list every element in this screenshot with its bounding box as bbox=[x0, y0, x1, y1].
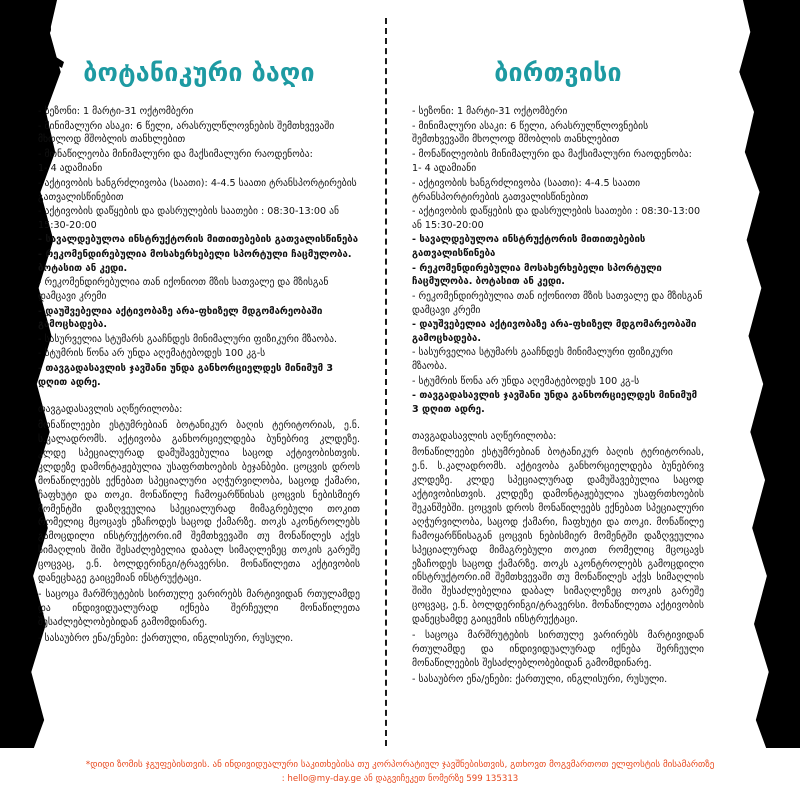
description-text: მონაწილეები ესტუმრებიან ბოტანიკურ ბაღის ტერიტორიას, ე.ნ. ს.კალადრომს. აქტივობა განხორციელდება ბუნებრივ კლდეზე. კლდე სპეციალურად დამუშავებულია საცოდ აქტივობისთვის. კლდეზე დამონტაჟებულია უსაფრთხოების ბეჯანბები. ცოცვის დროს მონაწილეებს ექნებათ სპეციალური აღჭურვილობა, საცოდ ქამარი, ჩაფხუტი და თოკი. მონაწილე ჩამოყარწნისას ცოცვის ნებისმიერ მომენტში დაზღვეულია სპეციალურად მიმაგრებული თოკით რომელიც მცოცავს ეზაჩოდეს საცოდ ქამარზე. თოკს აკონტროლებს გამოცდილი ინსტრუქტორი.იმ შემთხვევაში თუ მონაწილეს აქვს სიმაღლის შიში შესაძლებელია დაბალ სიმაღლეზეც თოკის გარეშე ცოცვაც, ე.ნ. ბოლდერინგი/ტრავერსი. მონაწილეთა აქტივობის დანეცხაგე გაიცემიან ინსტრუქტაცი. bbox=[38, 420, 360, 585]
list-item: 1- 4 ადამიანი bbox=[412, 163, 477, 175]
list-item: - თავგადასავლის ჯავშანი უნდა განხორციელდეს მინიმუმ 3 დღით ადრე. bbox=[38, 362, 334, 388]
description-extra: - საცოცა მარშრუტების სირთულე ვარირებს მარტივიდან რთულამდე და ინდივიდუალურად იქნება შერჩეული მონაწილეების შესაძლებლობებიდან გამომდინარე. bbox=[412, 630, 704, 669]
description-extra: - სასაუბრო ენა/ენები: ქართული, ინგლისური, რუსული. bbox=[412, 673, 668, 685]
list-item: - სავალდებულოა ინსტრუქტორის მითითებების გათვალისწინება bbox=[412, 234, 646, 260]
list-item: - მონაწილეობა მინიმალური და მაქსიმალური რაოდენობა: bbox=[38, 148, 313, 160]
list-item: - თავგადასავლის ჯავშანი უნდა განხორციელდეს მინიმუმ 3 დღით ადრე. bbox=[412, 390, 698, 415]
footer-line-1: *დიდი ზომის ჯგუფებისთვის. ან ინდივიდუალური საკითხებისა თუ კორპორატიულ ჯავშნებისთვის, გთხოვთ მოგვმართოთ ელფოსტის მისამართზე bbox=[85, 760, 715, 770]
right-column-bullets bbox=[412, 105, 704, 416]
right-column-title: ბირთვისი bbox=[494, 58, 622, 87]
description-extra: - სასაუბრო ენა/ენები: ქართული, ინგლისური, რუსული. bbox=[38, 632, 294, 644]
footer-contact-line: : hello@my-day.ge ან დაგვიჩეკეთ ნომერზე 599 135313 bbox=[281, 773, 519, 784]
footer-note bbox=[0, 748, 800, 800]
list-item: - აქტივობის დაწყების და დასრულების საათები : 08:30-13:00 ან 15:30-20:00 bbox=[412, 206, 701, 231]
list-item: - სტუმრის წონა არ უნდა აღემატებოდეს 100 კგ-ს bbox=[38, 348, 266, 360]
list-item: - სეზონი: 1 მარტი-31 ოქტომბერი bbox=[412, 106, 568, 117]
description-heading: თავგადასავლის აღწერილობა: bbox=[412, 431, 557, 443]
list-item: - მინიმალური ასაკი: 6 წელი, არასრულწლოვნების შემთხვევაში მხოლოდ მშობლის თანხლებით bbox=[38, 120, 335, 146]
list-item: - სტუმრის წონა არ უნდა აღემატებოდეს 100 კგ-ს bbox=[412, 375, 640, 387]
list-item: - მონაწილეობის მინიმალური და მაქსიმალური რაოდენობა: bbox=[412, 148, 692, 160]
list-item: - სავალდებულოა ინსტრუქტორის მითითებების გათვალისწინება bbox=[38, 234, 359, 246]
column-divider bbox=[385, 18, 387, 756]
list-item: - რეკომენდირებულია თან იქონიოთ მზის სათვალე და მზისგან დამცავი კრემი bbox=[38, 277, 329, 302]
list-item: - რეკომენდირებულია მოსახერხებელი სპორტული ჩაცმულობა. ბოტასით ან კედი. bbox=[412, 262, 662, 288]
list-item: - რეკომენდირებულია თან იქონიოთ მზის სათვალე და მზისგან დამცავი კრემი bbox=[412, 290, 703, 316]
list-item: - აქტივობის ხანგრძლივობა (საათი): 4-4.5 საათი ტრანსპორტირების გათვალისწინებით bbox=[38, 178, 357, 203]
list-item: - დაუშვებელია აქტივობაზე არა-ფხიზელ მდგომარეობაში გამოცხადება. bbox=[38, 305, 323, 331]
list-item: - დაუშვებელია აქტივობაზე არა-ფხიზელ მდგომარეობაში გამოცხადება. bbox=[412, 319, 697, 344]
description-heading: თავგადასავლის აღწერილობა: bbox=[38, 404, 183, 416]
list-item: - სასურველია სტუმარს გააჩნდეს მინიმალური ფიზიკური მზაობა. bbox=[38, 333, 337, 345]
left-column-bullets bbox=[38, 105, 360, 389]
description-extra: - საცოცა მარშრუტების სირთულე ვარირებს მარტივიდან რთულამდე და ინდივიდუალურად იქნება შერჩეული მონაწილეთა შესაძლებლობებიდან გამომდინარე. bbox=[38, 588, 360, 628]
list-item: - სასურველია სტუმარს გააჩნდეს მინიმალური ფიზიკური მზაობა. bbox=[412, 347, 673, 372]
right-column bbox=[378, 0, 800, 760]
left-column-description bbox=[38, 403, 360, 645]
left-column-title: ბოტანიკური ბაღი bbox=[83, 58, 315, 87]
right-column-description bbox=[412, 430, 704, 686]
list-item: - აქტივობის ხანგრძლივობა (საათი): 4-4.5 საათი ტრანსპორტირების გათვალისწინებით bbox=[412, 178, 641, 203]
description-text: მონაწილეები ესტუმრებიან ბოტანიკურ ბაღის ტერიტორიას, ე.ნ. ს.კალადრომს. აქტივობა განხორციელდება ბუნებრივ კლდეზე. კლდე სპეციალურად დამუშავებულია საცოდ აქტივობისთვის. კლდეზე დამონტაჟებულია უსაფრთხოების შეკანშებში. ცოცვის დროს მონაწილეებს ექნებათ სპეციალური აღჭურვილობა, საცოდ ქამარი, ჩაფხუტი და თოკი. მონაწილე ჩამოყარწნისაგან ცოცვის ნებისმიერ მომენტში დაზღვეულია სპეციალურად მიმაგრებული თოკით რომელიც მცოცავს ეზაჩოდეს საცოდ ქამარზე. თოკს აკონტროლებს გამოცდილი ინსტრუქტორი.იმ შემთხვევაში თუ მონაწილეს აქვს სიმაღლის შიში შესაძლებელია დაბალ სიმაღლეზეც თოკის გარეშე ცოცვაც, ე.ნ. ბოლდერინგი/ტრავერსი. მონაწილეთა აქტივობის დანეცხამდე გაიცემის ინსტრუქტაცი. bbox=[412, 447, 704, 626]
list-item: 1- 4 ადამიანი bbox=[38, 163, 103, 175]
left-column bbox=[0, 0, 378, 760]
list-item: - მინიმალური ასაკი: 6 წელი, არასრულწლოვნების შემთხვევაში მხოლოდ მშობლის თანხლებით bbox=[412, 120, 649, 146]
list-item: - სეზონი: 1 მარტი-31 ოქტომბერი bbox=[38, 106, 194, 117]
list-item: - რეკომენდირებულია მოსახერხებელი სპორტული ჩაცმულობა. ბოტასით ან კედი. bbox=[38, 249, 352, 274]
list-item: - აქტივობის დაწყების და დასრულების საათები : 08:30-13:00 ან 15:30-20:00 bbox=[38, 206, 339, 231]
